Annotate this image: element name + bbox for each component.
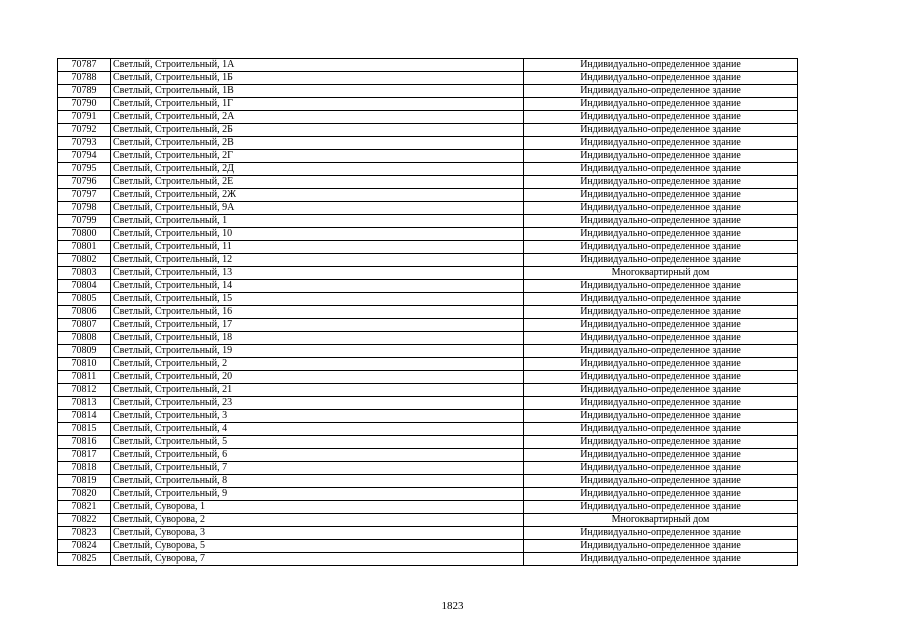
table-row — [58, 553, 798, 566]
row-number-cell: 70810 — [58, 358, 111, 371]
row-number-cell: 70814 — [58, 410, 111, 423]
address-cell: Светлый, Строительный, 2Е — [111, 176, 524, 189]
address-cell: Светлый, Строительный, 1В — [111, 85, 524, 98]
row-number-cell: 70791 — [58, 111, 111, 124]
row-number-cell: 70812 — [58, 384, 111, 397]
row-number-cell: 70795 — [58, 163, 111, 176]
page-number: 1823 — [441, 600, 464, 612]
building-type-cell: Индивидуально-определенное здание — [524, 59, 798, 72]
building-type-cell: Индивидуально-определенное здание — [524, 553, 798, 566]
table-row — [58, 98, 798, 111]
row-number-cell: 70804 — [58, 280, 111, 293]
table-row — [58, 488, 798, 501]
table-row — [58, 514, 798, 527]
row-number-cell: 70806 — [58, 306, 111, 319]
table-row — [58, 384, 798, 397]
address-cell: Светлый, Строительный, 2Б — [111, 124, 524, 137]
building-type-cell: Индивидуально-определенное здание — [524, 371, 798, 384]
table-row — [58, 267, 798, 280]
row-number-cell: 70807 — [58, 319, 111, 332]
building-type-cell: Индивидуально-определенное здание — [524, 540, 798, 553]
table-row — [58, 228, 798, 241]
table-row — [58, 527, 798, 540]
address-cell: Светлый, Строительный, 2Ж — [111, 189, 524, 202]
building-type-cell: Индивидуально-определенное здание — [524, 475, 798, 488]
table-row — [58, 332, 798, 345]
building-type-cell: Индивидуально-определенное здание — [524, 293, 798, 306]
table-row — [58, 72, 798, 85]
row-number-cell: 70820 — [58, 488, 111, 501]
row-number-cell: 70822 — [58, 514, 111, 527]
table-row — [58, 59, 798, 72]
building-type-cell: Индивидуально-определенное здание — [524, 384, 798, 397]
address-cell: Светлый, Строительный, 1 — [111, 215, 524, 228]
address-cell: Светлый, Строительный, 3 — [111, 410, 524, 423]
table-row — [58, 358, 798, 371]
table-row — [58, 202, 798, 215]
table-row — [58, 345, 798, 358]
address-cell: Светлый, Строительный, 21 — [111, 384, 524, 397]
building-type-cell: Индивидуально-определенное здание — [524, 111, 798, 124]
table-row — [58, 449, 798, 462]
table-row — [58, 189, 798, 202]
building-type-cell: Индивидуально-определенное здание — [524, 137, 798, 150]
building-type-cell: Индивидуально-определенное здание — [524, 254, 798, 267]
table-row — [58, 280, 798, 293]
building-type-cell: Индивидуально-определенное здание — [524, 124, 798, 137]
row-number-cell: 70788 — [58, 72, 111, 85]
address-cell: Светлый, Суворова, 7 — [111, 553, 524, 566]
table-row — [58, 137, 798, 150]
table-row — [58, 111, 798, 124]
building-type-cell: Индивидуально-определенное здание — [524, 449, 798, 462]
row-number-cell: 70808 — [58, 332, 111, 345]
row-number-cell: 70793 — [58, 137, 111, 150]
building-type-cell: Индивидуально-определенное здание — [524, 215, 798, 228]
row-number-cell: 70790 — [58, 98, 111, 111]
building-type-cell: Индивидуально-определенное здание — [524, 189, 798, 202]
building-type-cell: Индивидуально-определенное здание — [524, 501, 798, 514]
table-row — [58, 150, 798, 163]
building-type-cell: Индивидуально-определенное здание — [524, 488, 798, 501]
address-cell: Светлый, Строительный, 12 — [111, 254, 524, 267]
address-cell: Светлый, Строительный, 7 — [111, 462, 524, 475]
building-type-cell: Индивидуально-определенное здание — [524, 345, 798, 358]
row-number-cell: 70799 — [58, 215, 111, 228]
address-cell: Светлый, Строительный, 2А — [111, 111, 524, 124]
building-type-cell: Многоквартирный дом — [524, 267, 798, 280]
table-row — [58, 540, 798, 553]
address-cell: Светлый, Строительный, 9А — [111, 202, 524, 215]
table-row — [58, 254, 798, 267]
table-row — [58, 85, 798, 98]
row-number-cell: 70797 — [58, 189, 111, 202]
building-type-cell: Индивидуально-определенное здание — [524, 202, 798, 215]
address-cell: Светлый, Строительный, 9 — [111, 488, 524, 501]
building-type-cell: Индивидуально-определенное здание — [524, 176, 798, 189]
row-number-cell: 70819 — [58, 475, 111, 488]
row-number-cell: 70811 — [58, 371, 111, 384]
table-row — [58, 410, 798, 423]
building-type-cell: Индивидуально-определенное здание — [524, 436, 798, 449]
address-cell: Светлый, Строительный, 17 — [111, 319, 524, 332]
table-row — [58, 462, 798, 475]
table-row — [58, 501, 798, 514]
building-type-cell: Индивидуально-определенное здание — [524, 85, 798, 98]
building-type-cell: Индивидуально-определенное здание — [524, 462, 798, 475]
row-number-cell: 70816 — [58, 436, 111, 449]
address-cell: Светлый, Строительный, 11 — [111, 241, 524, 254]
building-type-cell: Индивидуально-определенное здание — [524, 527, 798, 540]
address-cell: Светлый, Строительный, 2Г — [111, 150, 524, 163]
address-cell: Светлый, Суворова, 2 — [111, 514, 524, 527]
address-cell: Светлый, Строительный, 1А — [111, 59, 524, 72]
address-cell: Светлый, Строительный, 15 — [111, 293, 524, 306]
table-row — [58, 371, 798, 384]
row-number-cell: 70821 — [58, 501, 111, 514]
building-type-cell: Индивидуально-определенное здание — [524, 306, 798, 319]
row-number-cell: 70825 — [58, 553, 111, 566]
table-row — [58, 423, 798, 436]
table-row — [58, 475, 798, 488]
row-number-cell: 70818 — [58, 462, 111, 475]
table-row — [58, 293, 798, 306]
address-cell: Светлый, Строительный, 2 — [111, 358, 524, 371]
row-number-cell: 70823 — [58, 527, 111, 540]
row-number-cell: 70817 — [58, 449, 111, 462]
row-number-cell: 70803 — [58, 267, 111, 280]
row-number-cell: 70787 — [58, 59, 111, 72]
address-cell: Светлый, Строительный, 18 — [111, 332, 524, 345]
address-cell: Светлый, Строительный, 23 — [111, 397, 524, 410]
address-cell: Светлый, Строительный, 4 — [111, 423, 524, 436]
address-cell: Светлый, Строительный, 13 — [111, 267, 524, 280]
row-number-cell: 70789 — [58, 85, 111, 98]
building-type-cell: Индивидуально-определенное здание — [524, 241, 798, 254]
address-cell: Светлый, Суворова, 3 — [111, 527, 524, 540]
registry-table — [57, 58, 798, 566]
building-type-cell: Индивидуально-определенное здание — [524, 319, 798, 332]
table-row — [58, 163, 798, 176]
address-cell: Светлый, Строительный, 2В — [111, 137, 524, 150]
address-cell: Светлый, Строительный, 16 — [111, 306, 524, 319]
registry-table-body — [58, 59, 798, 566]
building-type-cell: Индивидуально-определенное здание — [524, 228, 798, 241]
building-type-cell: Индивидуально-определенное здание — [524, 358, 798, 371]
building-type-cell: Индивидуально-определенное здание — [524, 98, 798, 111]
row-number-cell: 70796 — [58, 176, 111, 189]
row-number-cell: 70809 — [58, 345, 111, 358]
building-type-cell: Индивидуально-определенное здание — [524, 72, 798, 85]
row-number-cell: 70813 — [58, 397, 111, 410]
row-number-cell: 70800 — [58, 228, 111, 241]
address-cell: Светлый, Строительный, 10 — [111, 228, 524, 241]
row-number-cell: 70801 — [58, 241, 111, 254]
row-number-cell: 70815 — [58, 423, 111, 436]
building-type-cell: Индивидуально-определенное здание — [524, 332, 798, 345]
address-cell: Светлый, Строительный, 19 — [111, 345, 524, 358]
address-cell: Светлый, Строительный, 20 — [111, 371, 524, 384]
table-row — [58, 436, 798, 449]
building-type-cell: Индивидуально-определенное здание — [524, 163, 798, 176]
address-cell: Светлый, Суворова, 5 — [111, 540, 524, 553]
table-row — [58, 397, 798, 410]
table-row — [58, 176, 798, 189]
address-cell: Светлый, Строительный, 1Г — [111, 98, 524, 111]
row-number-cell: 70792 — [58, 124, 111, 137]
table-row — [58, 124, 798, 137]
building-type-cell: Индивидуально-определенное здание — [524, 410, 798, 423]
address-cell: Светлый, Строительный, 8 — [111, 475, 524, 488]
row-number-cell: 70805 — [58, 293, 111, 306]
address-cell: Светлый, Строительный, 14 — [111, 280, 524, 293]
table-row — [58, 241, 798, 254]
building-type-cell: Многоквартирный дом — [524, 514, 798, 527]
table-row — [58, 319, 798, 332]
table-row — [58, 306, 798, 319]
address-cell: Светлый, Строительный, 1Б — [111, 72, 524, 85]
address-cell: Светлый, Суворова, 1 — [111, 501, 524, 514]
row-number-cell: 70824 — [58, 540, 111, 553]
building-type-cell: Индивидуально-определенное здание — [524, 150, 798, 163]
building-type-cell: Индивидуально-определенное здание — [524, 397, 798, 410]
building-type-cell: Индивидуально-определенное здание — [524, 423, 798, 436]
address-cell: Светлый, Строительный, 2Д — [111, 163, 524, 176]
table-row — [58, 215, 798, 228]
row-number-cell: 70794 — [58, 150, 111, 163]
row-number-cell: 70798 — [58, 202, 111, 215]
address-cell: Светлый, Строительный, 6 — [111, 449, 524, 462]
address-cell: Светлый, Строительный, 5 — [111, 436, 524, 449]
building-type-cell: Индивидуально-определенное здание — [524, 280, 798, 293]
row-number-cell: 70802 — [58, 254, 111, 267]
